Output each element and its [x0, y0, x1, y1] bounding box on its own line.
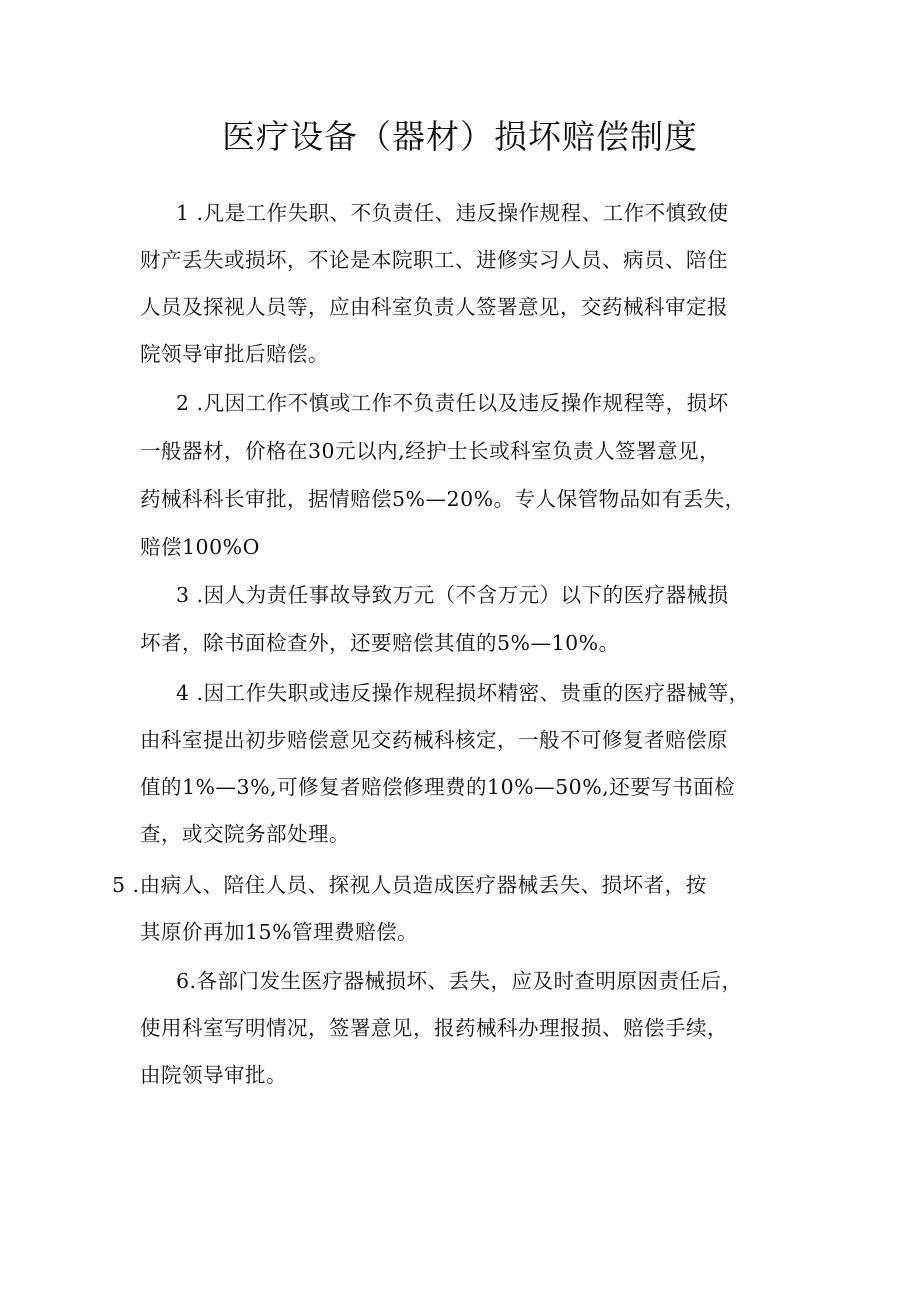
clause-1-line-2: 财产丢失或损坏，不论是本院职工、进修实习人员、病员、陪住: [140, 248, 728, 272]
document-title: 医疗设备（器材）损坏赔偿制度: [222, 117, 698, 156]
clause-2-line-3: 药械科科长审批，据情赔偿5%—20%。专人保管物品如有丢失，: [140, 487, 746, 511]
clause-2-line-2: 一般器材，价格在30元以内,经护士长或科室负责人签署意见，: [140, 439, 721, 463]
clause-2-line-1: 2 .凡因工作不慎或工作不负责任以及违反操作规程等，损坏: [176, 391, 729, 415]
clause-6-line-3: 由院领导审批。: [140, 1063, 287, 1087]
clause-3-line-1: 3 .因人为责任事故导致万元（不含万元）以下的医疗器械损: [176, 583, 729, 607]
clause-4-line-3: 值的1%—3%,可修复者赔偿修理费的10%—50%,还要写书面检: [140, 775, 736, 799]
clause-4-line-4: 查，或交院务部处理。: [140, 822, 350, 846]
clause-1-line-3: 人员及探视人员等，应由科室负责人签署意见，交药械科审定报: [140, 295, 728, 319]
clause-4-line-1: 4 .因工作失职或违反操作规程损坏精密、贵重的医疗器械等，: [176, 681, 750, 705]
clause-2-line-4: 赔偿100%O: [140, 535, 260, 559]
clause-1-line-1: 1 .凡是工作失职、不负责任、违反操作规程、工作不慎致使: [176, 201, 729, 225]
clause-6-line-1: 6.各部门发生医疗器械损坏、丢失，应及时查明原因责任后，: [176, 969, 743, 993]
clause-3-line-2: 坏者，除书面检查外，还要赔偿其值的5%—10%。: [140, 631, 620, 655]
clause-4-line-2: 由科室提出初步赔偿意见交药械科核定，一般不可修复者赔偿原: [140, 728, 728, 752]
clause-5-line-2: 其原价再加15%管理费赔偿。: [140, 920, 419, 944]
clause-5-line-1: 5 .由病人、陪住人员、探视人员造成医疗器械丢失、损坏者，按: [112, 873, 707, 897]
clause-6-line-2: 使用科室写明情况，签署意见，报药械科办理报损、赔偿手续，: [140, 1016, 728, 1040]
clause-1-line-4: 院领导审批后赔偿。: [140, 342, 329, 366]
